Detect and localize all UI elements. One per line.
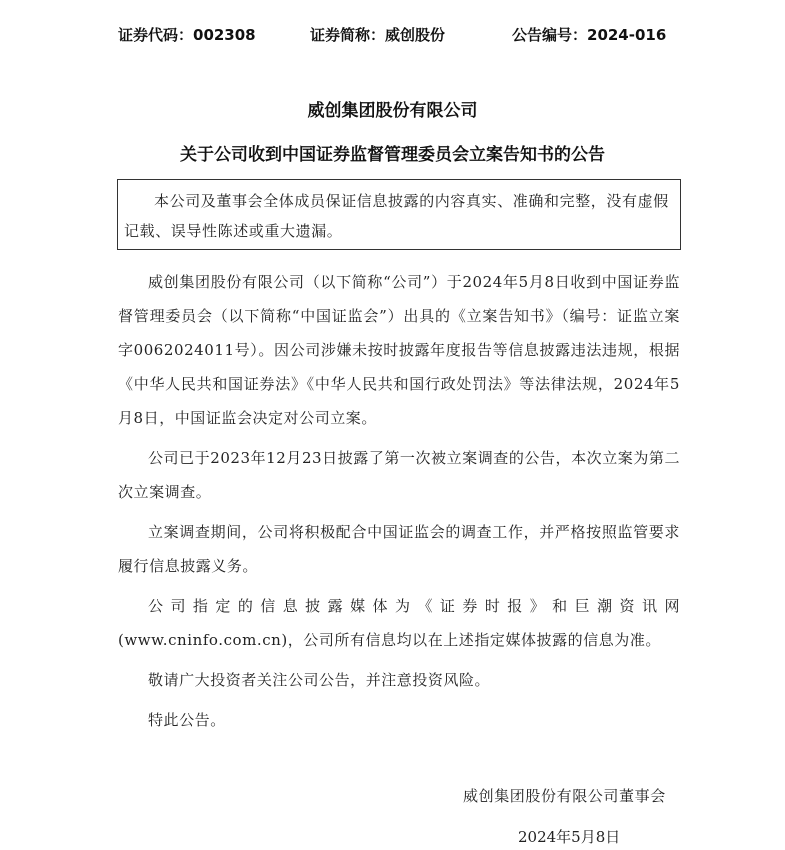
- body-paragraph: 公司指定的信息披露媒体为《证券时报》和巨潮资讯网(www.cninfo.com.cn)，公司所有信息均以在上述指定媒体披露的信息为准。: [118, 597, 680, 649]
- body-paragraph: 立案调查期间，公司将积极配合中国证监会的调查工作，并严格按照监管要求履行信息披露义务。: [118, 523, 680, 575]
- company-title: 威创集团股份有限公司: [307, 101, 478, 121]
- disclaimer-box: [117, 179, 681, 250]
- body-paragraph: 特此公告。: [148, 711, 226, 729]
- announcement-body: [118, 265, 680, 743]
- stock-code: 证券代码：002308: [118, 26, 256, 44]
- announcement-title: 关于公司收到中国证券监督管理委员会立案告知书的公告: [180, 145, 605, 165]
- announcement-header: [118, 24, 678, 46]
- signature-org: 威创集团股份有限公司董事会: [463, 787, 666, 805]
- body-paragraph: 敬请广大投资者关注公司公告，并注意投资风险。: [148, 671, 491, 689]
- body-paragraph: 公司已于2023年12月23日披露了第一次被立案调查的公告，本次立案为第二次立案调查。: [118, 449, 680, 501]
- announcement-number: 公告编号：2024-016: [512, 26, 667, 44]
- signature-date: 2024年5月8日: [518, 828, 621, 846]
- body-paragraph: 威创集团股份有限公司（以下简称“公司”）于2024年5月8日收到中国证券监督管理委员会（以下简称“中国证监会”）出具的《立案告知书》（编号：证监立案字0062024011号）。因公司涉嫌未按时披露年度报告等信息披露违法违规，根据《中华人民共和国证券法》《中华人民共和国行政处罚法》等法律法规，2024年5月8日，中国证监会决定对公司立案。: [118, 273, 680, 427]
- stock-abbreviation: 证券简称：威创股份: [310, 26, 446, 44]
- disclaimer-text: 本公司及董事会全体成员保证信息披露的内容真实、准确和完整，没有虚假记载、误导性陈述或重大遗漏。: [124, 192, 669, 240]
